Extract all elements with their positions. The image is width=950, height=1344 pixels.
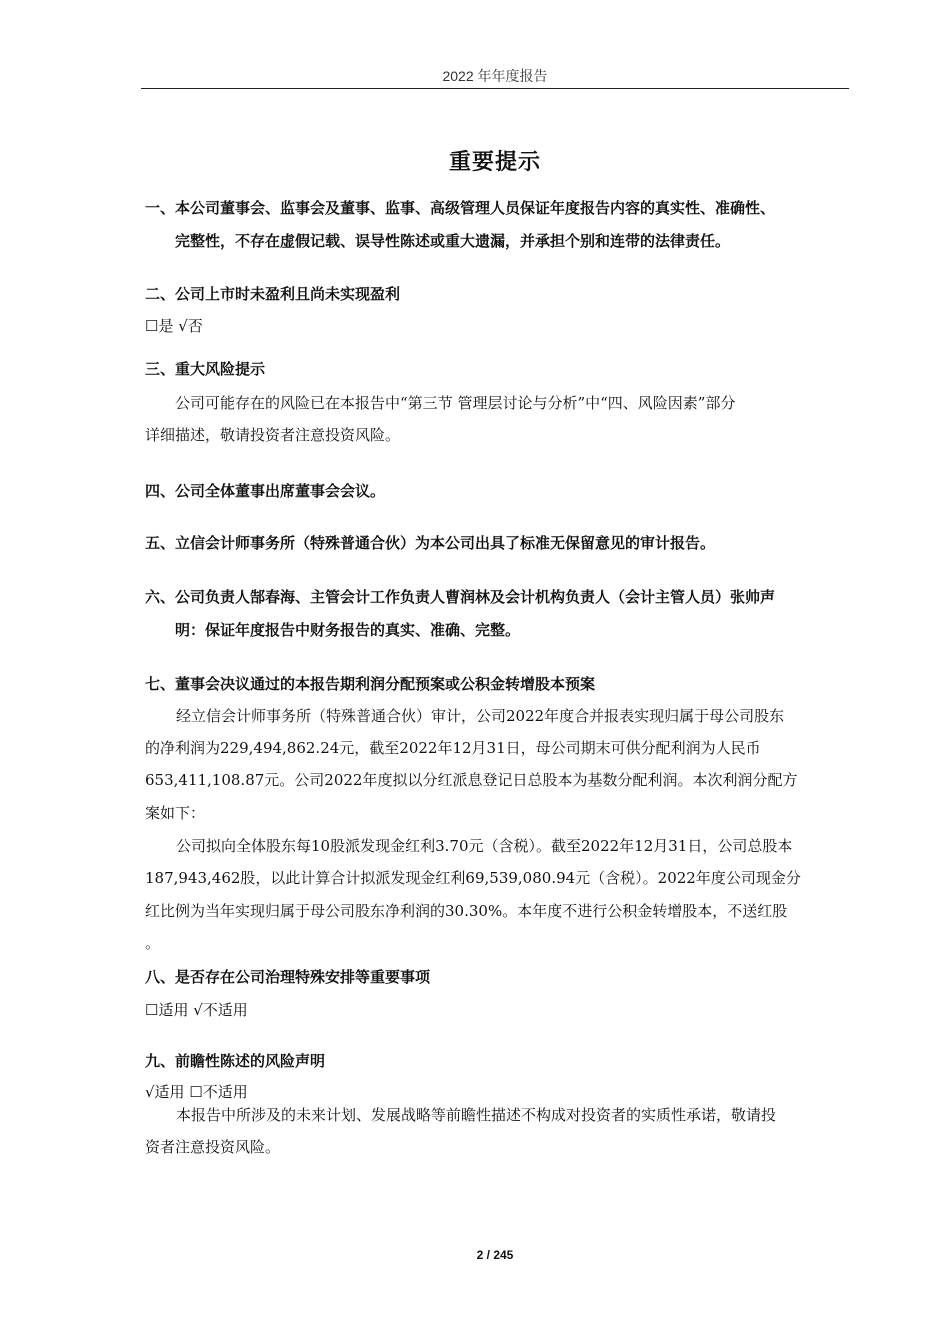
section-9-para-line-1: 本报告中所涉及的未来计划、发展战略等前瞻性描述不构成对投资者的实质性承诺，敬请投 [176, 1106, 777, 1124]
section-1-line-2: 完整性，不存在虚假记载、误导性陈述或重大遗漏，并承担个别和连带的法律责任。 [175, 232, 731, 250]
section-9-heading: 九、前瞻性陈述的风险声明 [145, 1052, 326, 1070]
section-7-para-2-line-2: 187,943,462股，以此计算合计拟派发现金红利69,539,080.94元（含税）。2022年度公司现金分 [145, 869, 801, 887]
section-2-options: ☐是 √否 [145, 317, 203, 335]
section-7-heading: 七、董事会决议通过的本报告期利润分配预案或公积金转增股本预案 [145, 675, 596, 693]
section-8-heading: 八、是否存在公司治理特殊安排等重要事项 [145, 968, 431, 986]
section-7-para-1-line-3: 653,411,108.87元。公司2022年度拟以分红派息登记日总股本为基数分配利润。本次利润分配方 [145, 771, 798, 789]
page-title: 重要提示 [448, 150, 541, 175]
section-4-heading: 四、公司全体董事出席董事会会议。 [145, 482, 386, 500]
section-7-para-1-line-2: 的净利润为229,494,862.24元，截至2022年12月31日，母公司期末可供分配利润为人民币 [145, 739, 761, 757]
section-6-line-1: 六、公司负责人郜春海、主管会计工作负责人曹润林及会计机构负责人（会计主管人员）张帅声 [145, 588, 776, 606]
section-1-line-1: 一、本公司董事会、监事会及董事、监事、高级管理人员保证年度报告内容的真实性、准确性、 [145, 199, 776, 217]
section-9-options: √适用 ☐不适用 [145, 1083, 248, 1101]
section-7-para-2-line-4: 。 [145, 934, 161, 952]
section-2-heading: 二、公司上市时未盈利且尚未实现盈利 [145, 285, 401, 303]
section-7-para-2-line-1: 公司拟向全体股东每10股派发现金红利3.70元（含税）。截至2022年12月31日，公司总股本 [176, 837, 793, 855]
header-rule [141, 88, 849, 89]
page-number: 2 / 245 [476, 1248, 514, 1262]
section-7-para-2-line-3: 红比例为当年实现归属于母公司股东净利润的30.30%。本年度不进行公积金转增股本，不送红股 [145, 902, 788, 920]
section-7-para-1-line-4: 案如下： [145, 804, 206, 822]
section-3-heading: 三、重大风险提示 [145, 360, 266, 378]
header-title: 2022 年年度报告 [442, 68, 548, 84]
section-3-para-line-2: 详细描述，敬请投资者注意投资风险。 [145, 426, 401, 444]
section-9-para-line-2: 资者注意投资风险。 [145, 1138, 281, 1156]
section-6-line-2: 明：保证年度报告中财务报告的真实、准确、完整。 [175, 621, 521, 639]
section-7-para-1-line-1: 经立信会计师事务所（特殊普通合伙）审计，公司2022年度合并报表实现归属于母公司股东 [176, 707, 785, 725]
section-5-heading: 五、立信会计师事务所（特殊普通合伙）为本公司出具了标准无保留意见的审计报告。 [145, 534, 716, 552]
section-3-para-line-1: 公司可能存在的风险已在本报告中“第三节 管理层讨论与分析”中“四、风险因素”部分 [175, 394, 736, 412]
section-8-options: ☐适用 √不适用 [145, 1001, 248, 1019]
